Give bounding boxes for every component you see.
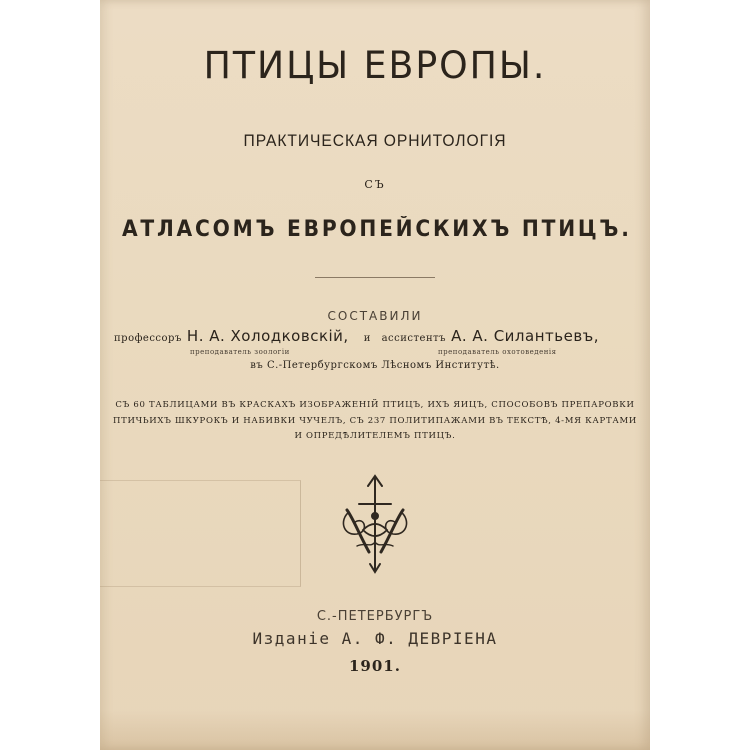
- book-title: ПТИЦЫ ЕВРОПЫ.: [203, 44, 547, 87]
- second-author-note: преподаватель охотоведенія: [438, 348, 557, 356]
- title-page: [100, 0, 650, 750]
- atlas-line: АТЛАСОМЪ ЕВРОПЕЙСКИХЪ ПТИЦЪ.: [122, 217, 632, 242]
- second-author-prefix: ассистентъ: [381, 333, 447, 344]
- book-subtitle: ПРАКТИЧЕСКАЯ ОРНИТОЛОГІЯ: [243, 131, 507, 150]
- description-line-1: СЪ 60 ТАБЛИЦАМИ ВЪ КРАСКАХЪ ИЗОБРАЖЕНІЙ ПТИЦЪ, ИХЪ ЯИЦЪ, СПОСОБОВЪ ПРЕПАРОВКИ: [115, 400, 635, 410]
- divider-rule: [315, 277, 435, 278]
- description-line-2: ПТИЧЬИХЪ ШКУРОКЪ И НАБИВКИ ЧУЧЕЛЪ, СЪ 237 ПОЛИТИПАЖАМИ ВЪ ТЕКСТѢ, 4-МЯ КАРТАМИ: [113, 416, 637, 426]
- authors-separator: и: [363, 333, 371, 344]
- first-author-name: Н. А. Холодковскій,: [186, 327, 349, 345]
- with-word: СЪ: [364, 178, 386, 191]
- authors-line: [114, 326, 634, 345]
- second-author-name: А. А. Силантьевъ,: [451, 327, 600, 345]
- page-impression: [100, 480, 301, 587]
- publisher-line: Изданіе А. Ф. ДЕВРІЕНА: [252, 629, 498, 648]
- institute-line: въ С.-Петербургскомъ Лѣсномъ Институтѣ.: [250, 360, 500, 371]
- year-line: 1901.: [349, 657, 401, 675]
- description-line-3: И ОПРЕДѢЛИТЕЛЕМЪ ПТИЦЪ.: [294, 431, 456, 441]
- first-author-prefix: профессоръ: [114, 333, 182, 344]
- compiled-by-label: СОСТАВИЛИ: [327, 309, 423, 323]
- publisher-monogram-icon: [335, 472, 415, 577]
- city-line: С.-ПЕТЕРБУРГЪ: [316, 609, 434, 624]
- first-author-note: преподаватель зоологіи: [190, 348, 290, 356]
